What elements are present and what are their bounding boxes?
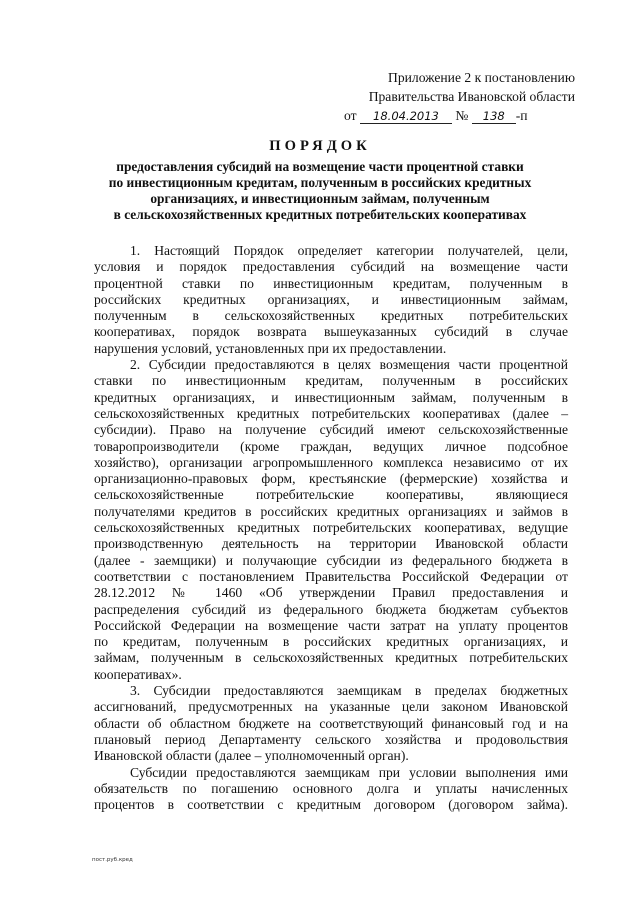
paragraph-line: плановый период Департаменту сельского хозяйства и продовольствия [94, 731, 568, 747]
paragraph-line: процентов в соответствии с кредитным договором (договором займа). [94, 797, 568, 813]
paragraph-line: области об областном бюджете на соответствующий финансовый год и на [94, 715, 568, 731]
subtitle-line: по инвестиционным кредитам, полученным в российских кредитных [108, 175, 532, 190]
paragraph-line: Российской Федерации на возмещение части затрат на уплату процентов [94, 617, 568, 633]
paragraph-line: кооперативах, порядок возврата вышеуказанных субсидий в случае [94, 324, 568, 340]
paragraph-line: 1. Настоящий Порядок определяет категории получателей, цели, [130, 243, 568, 258]
paragraph-line: сельскохозяйственных кредитных потребительских кооперативах (далее – [94, 405, 568, 421]
paragraph-line: полученным в сельскохозяйственных кредитных потребительских [94, 308, 568, 324]
paragraph-line: соответствии с постановлением Правительства Российской Федерации от [94, 568, 568, 584]
paragraph-line: распределения субсидий из федерального бюджета бюджетам субъектов [94, 601, 568, 617]
subtitle-line: организациях, и инвестиционным займам, полученным [150, 191, 490, 206]
paragraph-line: сельскохозяйственных кредитных потребительских кооперативах, ведущие [94, 520, 568, 536]
paragraph-line: Ивановской области (далее – уполномоченный орган). [94, 748, 409, 764]
subtitle-line: предоставления субсидий на возмещение части процентной ставки [116, 159, 524, 174]
paragraph-line: займам, полученным в сельскохозяйственных кредитных потребительских [94, 650, 568, 666]
paragraph-line: Субсидии предоставляются заемщикам при условии выполнения ими [130, 764, 568, 780]
file-footer-mark: пост.руб.кред [92, 857, 133, 863]
paragraph-line: ассигнований, предусмотренных на указанные цели законом Ивановской [94, 699, 568, 715]
paragraph-line: 28.12.2012 № 1460 «Об утверждении Правил предоставления и [94, 585, 568, 601]
paragraph-line: процентной ставки по инвестиционным кредитам, полученным в [94, 275, 568, 291]
paragraph-3 [94, 683, 568, 764]
paragraph-line: субсидии). Право на получение субсидий имеют сельскохозяйственные [94, 422, 568, 438]
document-title: ПОРЯДОК [269, 138, 371, 154]
decree-reference [330, 106, 575, 125]
paragraph-line: кооперативах». [94, 666, 182, 682]
document-body [94, 243, 568, 813]
decree-number: 138 [472, 109, 516, 124]
appendix-line-1: Приложение 2 к постановлению [388, 70, 575, 85]
paragraph-line: сельскохозяйственные потребительские кооперативы, являющиеся [94, 487, 568, 503]
decree-date: 18.04.2013 [360, 109, 452, 124]
paragraph-line: российских кредитных организациях, и инвестиционным займам, [94, 291, 568, 307]
paragraph-4 [94, 765, 568, 814]
paragraph-line: хозяйство), организации агропромышленного комплекса независимо от их [94, 454, 568, 470]
paragraph-line: 3. Субсидии предоставляются заемщикам в пределах бюджетных [130, 683, 568, 699]
paragraph-line: ставки по инвестиционным кредитам, полученным в российских [94, 373, 568, 389]
number-suffix: -п [515, 108, 528, 123]
paragraph-line: кредитных организациях, и инвестиционным займам, полученным в [94, 389, 568, 405]
paragraph-1 [94, 243, 568, 357]
appendix-header [330, 68, 575, 125]
paragraph-2 [94, 357, 568, 683]
subtitle-line: в сельскохозяйственных кредитных потребительских кооперативах [113, 207, 527, 222]
paragraph-line: организационно-правовых форм, крестьянские (фермерские) хозяйства и [94, 471, 568, 487]
paragraph-line: условия и порядок предоставления субсидий на возмещение части [94, 259, 568, 275]
number-label: № [455, 108, 469, 123]
paragraph-line: обязательств по погашению основного долга и уплаты начисленных [94, 780, 568, 796]
document-subtitle [60, 159, 580, 223]
appendix-line-2: Правительства Ивановской области [368, 89, 575, 104]
paragraph-line: товаропроизводители (кроме граждан, ведущих личное подсобное [94, 438, 568, 454]
paragraph-line: нарушения условий, установленных при их предоставлении. [94, 340, 447, 356]
paragraph-line: по кредитам, полученным в российских кредитных организациях, и [94, 634, 568, 650]
paragraph-line: (далее - заемщики) и получающие субсидии из федерального бюджета в [94, 552, 568, 568]
paragraph-line: получателями кредитов в российских кредитных организациях и займов в [94, 503, 568, 519]
from-label: от [344, 108, 357, 123]
paragraph-line: производственную деятельность на территории Ивановской области [94, 536, 568, 552]
paragraph-line: 2. Субсидии предоставляются в целях возмещения части процентной [130, 357, 568, 373]
